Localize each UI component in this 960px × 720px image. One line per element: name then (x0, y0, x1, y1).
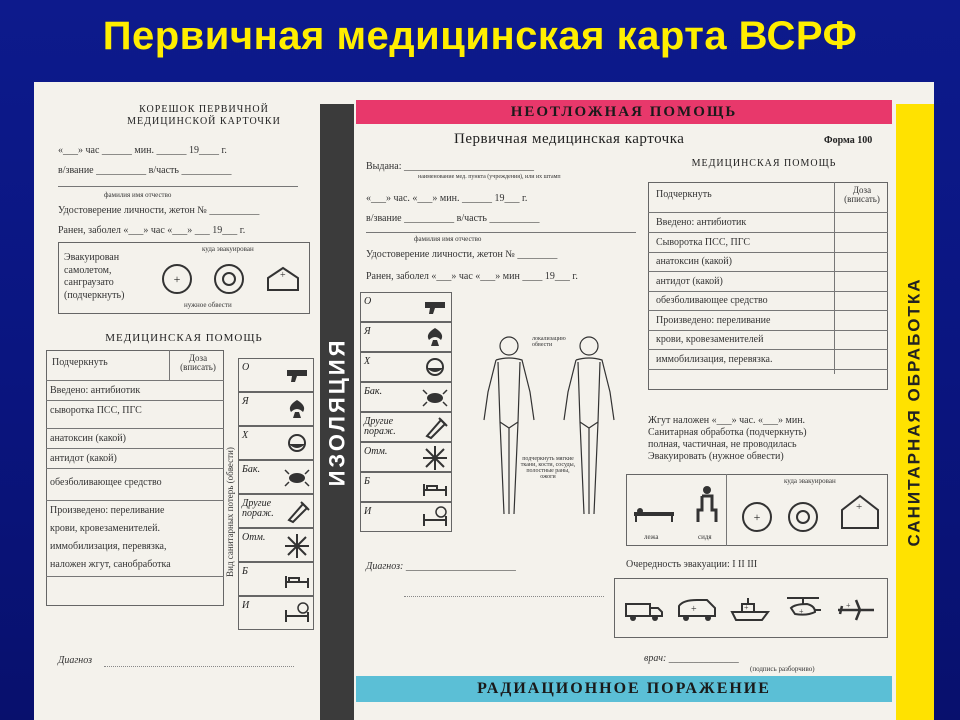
stub-row-1: сыворотка ПСС, ПГС (50, 405, 142, 416)
svg-text:+: + (280, 270, 286, 281)
card-col-dose: Доза (вписать) (844, 185, 880, 204)
tourniquet-line-2: Санитарная обработка (подчеркнуть) (648, 427, 807, 438)
tourniquet-line-4: Эвакуировать (нужное обвести) (648, 451, 784, 462)
card-issued: Выдана: __________________________ (366, 161, 534, 172)
stub-col-underline: Подчеркнуть (52, 357, 108, 368)
stub-loss-code: О (242, 362, 250, 373)
card-row-4: обезболивающее средство (656, 295, 768, 306)
card-issued-hint: наименование мед. пункта (учреждения), или их штамп (418, 174, 561, 180)
card-form-no: Форма 100 (824, 135, 873, 146)
bed-icon (283, 566, 311, 594)
frostbite-icon (283, 532, 311, 560)
card-loss-cell (360, 502, 452, 532)
pistol-icon (421, 294, 449, 322)
stub-col-dose: Доза (вписать) (180, 353, 216, 372)
card-row-1: Сыворотка ПСС, ПГС (656, 236, 751, 248)
evac-house-icon (266, 266, 300, 292)
card-loss-code: Х (364, 356, 371, 367)
stub-heading-1: КОРЕШОК ПЕРВИЧНОЙ (139, 104, 269, 115)
body-diagram (474, 332, 634, 522)
card-loss-code: И (364, 506, 372, 517)
explosion-icon (283, 396, 311, 424)
card-loss-code: Бак. (364, 386, 383, 397)
dagger-icon (283, 498, 311, 526)
ambulance-icon (677, 594, 717, 624)
slide-title: Первичная медицинская карта ВСРФ (102, 14, 858, 58)
card-loss-code: Я (364, 326, 371, 337)
infection-bed-icon (421, 504, 449, 532)
svg-text:+: + (744, 603, 749, 612)
card-rank-line: в/звание __________ в/часть __________ (366, 213, 540, 224)
svg-text:+: + (856, 501, 863, 513)
card-evac-house-icon (840, 494, 880, 530)
card-doctor-hint: (подпись разборчиво) (750, 665, 815, 673)
stub-row-3: антидот (какой) (50, 453, 117, 464)
card-doctor: врач: ______________ (644, 653, 739, 664)
svg-text:+: + (691, 604, 697, 615)
card-id-line: Удостоверение личности, жетон № ________ (366, 249, 558, 260)
card-med-help-heading: МЕДИЦИНСКАЯ ПОМОЩЬ (691, 158, 837, 169)
card-sitting: сидя (698, 533, 712, 541)
stub-loss-code: Б (242, 566, 248, 577)
svg-text:+: + (846, 601, 851, 610)
card-loss-code: Б (364, 476, 370, 487)
card-evac-where: куда эвакуирован (784, 477, 836, 485)
body-note-1: локализацию обвести (532, 336, 566, 348)
stub-loss-cell (238, 426, 314, 460)
stub-loss-code: И (242, 600, 250, 611)
stub-loss-cell (238, 562, 314, 596)
card-evac-target-icon (788, 502, 818, 532)
card-wounded-line: Ранен, заболел «___» час «___» мин ____ 19___ г. (366, 271, 578, 282)
stub-loss-code: Бак. (242, 464, 261, 475)
tourniquet-line-3: полная, частичная, не проводилась (648, 439, 797, 450)
evac-target-icon (214, 264, 244, 294)
body-note-2: подчеркнуть мягкие ткани, кости, сосуды, полостные раны, ожоги (520, 456, 576, 480)
chemical-icon (283, 430, 311, 458)
stub-row-2: анатоксин (какой) (50, 433, 126, 444)
explosion-icon (421, 324, 449, 352)
dagger-icon (421, 414, 449, 442)
card-diagnosis: Диагноз: ______________________ (366, 561, 516, 572)
card-row-3: антидот (какой) (656, 275, 723, 287)
stub-fio-hint: фамилия имя отчество (104, 191, 172, 199)
bacteria-icon (283, 464, 311, 492)
card-row-5: Произведено: переливание (656, 314, 771, 326)
tourniquet-line-1: Жгут наложен «___» час. «___» мин. (648, 415, 806, 426)
card-evac-order: Очередность эвакуации: I II III (626, 559, 758, 570)
stub-row-5: Произведено: переливание (50, 505, 165, 516)
pistol-icon (283, 362, 311, 390)
stub-loss-cell (238, 460, 314, 494)
stub-loss-code: Другие пораж. (242, 498, 274, 519)
radiation-band: РАДИАЦИОННОЕ ПОРАЖЕНИЕ (356, 676, 892, 702)
stub-loss-cell (238, 358, 314, 392)
sitting-person-icon (694, 484, 720, 524)
medical-card-photo (34, 82, 934, 720)
stub-loss-code: Отм. (242, 532, 266, 543)
stub-wounded-line: Ранен, заболел «___» час «___» ___ 19___ г. (58, 225, 246, 236)
stub-loss-cell (238, 392, 314, 426)
stub-row-4: обезболивающее средство (50, 477, 162, 488)
card-loss-cell (360, 352, 452, 382)
card-fio-hint: фамилия имя отчество (414, 235, 482, 243)
stub-row-0: Введено: антибиотик (50, 385, 141, 396)
stub-diagnosis: Диагноз (58, 655, 92, 666)
card-evac-circle-plus-icon: + (742, 502, 772, 532)
truck-icon (624, 594, 664, 624)
stub-row-7: иммобилизация, перевязка, (50, 541, 167, 552)
card-row-2: анатоксин (какой) (656, 256, 732, 267)
card-loss-code: О (364, 296, 372, 307)
card-row-6: крови, кровезаменителей (656, 334, 764, 345)
stub-time-line: «___» час ______ мин. ______ 19____ г. (58, 145, 227, 156)
card-col-underline: Подчеркнуть (656, 189, 712, 200)
card-loss-cell (360, 292, 452, 322)
frostbite-icon (421, 444, 449, 472)
stub-row-8: наложен жгут, санобработка (50, 559, 171, 570)
stub-loss-cell (238, 528, 314, 562)
card-loss-cell (360, 322, 452, 352)
stub-heading-2: МЕДИЦИНСКОЙ КАРТОЧКИ (127, 116, 281, 127)
bacteria-icon (421, 384, 449, 412)
stub-loss-cell (238, 494, 314, 528)
evac-circle-plus-icon: + (162, 264, 192, 294)
svg-text:+: + (799, 607, 804, 616)
stub-loss-code: Х (242, 430, 249, 441)
sanitary-band: САНИТАРНАЯ ОБРАБОТКА (896, 104, 934, 720)
card-row-7: иммобилизация, перевязка. (656, 353, 773, 365)
helicopter-icon (783, 594, 823, 624)
card-loss-cell (360, 472, 452, 502)
card-loss-cell (360, 442, 452, 472)
stub-id-line: Удостоверение личности, жетон № __________ (58, 205, 260, 216)
stretcher-icon (632, 502, 676, 524)
stub-loss-code: Я (242, 396, 249, 407)
stub-evac-label: Эвакуирован самолетом, санграузато (подчеркнуть) (64, 252, 125, 301)
card-lying: лежа (644, 533, 659, 541)
stub-evac-where: куда эвакуирован (202, 245, 254, 253)
card-time-line: «___» час. «___» мин. ______ 19___ г. (366, 193, 528, 204)
urgent-care-band: НЕОТЛОЖНАЯ ПОМОЩЬ (356, 100, 892, 124)
stub-rank-line: в/звание __________ в/часть __________ (58, 165, 232, 176)
card-loss-cell (360, 382, 452, 412)
airplane-icon (836, 594, 876, 624)
card-loss-code: Отм. (364, 446, 388, 457)
isolation-label: ИЗОЛЯЦИЯ (324, 337, 350, 487)
stub-loss-cell (238, 596, 314, 630)
card-loss-code: Другие пораж. (364, 416, 396, 437)
stub-med-help-heading: МЕДИЦИНСКАЯ ПОМОЩЬ (105, 332, 263, 344)
chemical-icon (421, 354, 449, 382)
card-loss-cell (360, 412, 452, 442)
card-row-0: Введено: антибиотик (656, 217, 747, 228)
stub-losses-label: Вид санитарных потерь (обвести) (225, 447, 235, 577)
ship-icon (730, 594, 770, 624)
bed-icon (421, 474, 449, 502)
stub-row-6: крови, кровезаменителей. (50, 523, 160, 534)
card-title: Первичная медицинская карточка (454, 131, 685, 147)
stub-evac-needed: нужное обвести (184, 301, 232, 309)
infection-bed-icon (283, 600, 311, 628)
